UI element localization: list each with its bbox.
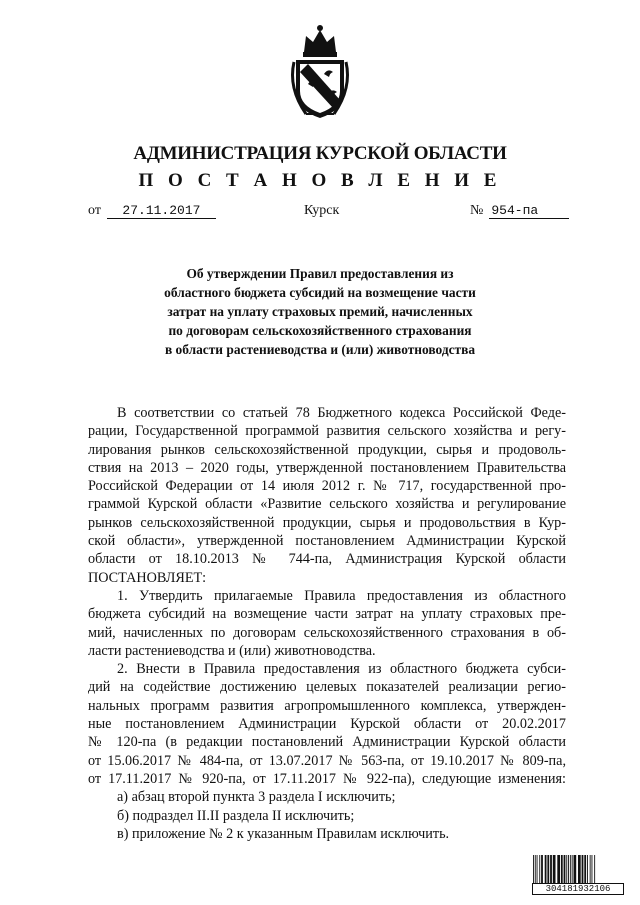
barcode-bar	[566, 855, 567, 885]
barcode-bar	[590, 855, 591, 885]
number-label: №	[470, 203, 484, 218]
barcode-bar	[545, 855, 547, 885]
subject-line: областного бюджета субсидий на возмещение части	[164, 285, 476, 300]
barcode-bar	[564, 855, 566, 885]
body-line: от 15.06.2017 № 484-па, от 13.07.2017 № 563-па, от 19.10.2017 № 809-па,	[88, 752, 566, 769]
barcode-bar	[584, 855, 586, 885]
subject-line: Об утверждении Правил предоставления из	[186, 266, 454, 281]
body-line: Российской Федерации от 14 июля 2012 г. № 717, государственной про-	[88, 478, 566, 495]
barcode-bar	[568, 855, 569, 885]
barcode-bar	[574, 855, 577, 885]
barcode-bar	[557, 855, 560, 885]
body-line: мий, начисленных по договорам сельскохозяйственного страхования в об-	[88, 624, 566, 641]
barcode-bar	[578, 855, 581, 885]
body-line: В соответствии со статьей 78 Бюджетного кодекса Российской Феде-	[117, 405, 566, 421]
body-line: от 17.11.2017 № 920-па, от 17.11.2017 № 922-па), следующие изменения:	[88, 770, 566, 787]
barcode-bar	[541, 855, 543, 885]
body-line: нальных программ развития агропромышленного комплекса, утвержден-	[88, 697, 566, 714]
barcode-bar	[550, 855, 552, 885]
body-line: б) подраздел II.II раздела II исключить;	[117, 807, 355, 824]
body-line: ствия на 2013 – 2020 годы, утвержденной постановлением Правительства	[88, 459, 566, 476]
body-line: в) приложение № 2 к указанным Правилам исключить.	[117, 825, 450, 842]
barcode-bar	[537, 855, 538, 885]
barcode-bar	[587, 855, 588, 885]
body-line: ской области», утвержденной постановлением Администрации Курской	[88, 533, 566, 550]
barcode-bar	[547, 855, 549, 885]
subject-line: в области растениеводства и (или) животноводства	[164, 342, 476, 357]
document-date: 27.11.2017	[107, 203, 216, 219]
barcode-bar	[539, 855, 540, 885]
body-line: 2. Внести в Правила предоставления из областного бюджета субси-	[117, 661, 566, 678]
body-line: бюджета субсидий на возмещение части затрат на уплату страховых пре-	[88, 606, 566, 623]
body-line: № 120-па (в редакции постановлений Администрации Курской области	[88, 734, 566, 751]
body-line: граммой Курской области «Развитие сельского хозяйства и регулирование	[88, 496, 566, 513]
barcode-bar	[594, 855, 595, 885]
body-line: рации, Государственной программой развития сельского хозяйства и регу-	[88, 423, 566, 440]
body-line: рынков сельскохозяйственной продукции, сырья и продовольствия в Кур-	[88, 514, 566, 531]
barcode-bar	[561, 855, 563, 885]
number-line	[470, 203, 569, 219]
barcode-bar	[553, 855, 556, 885]
from-label: от	[88, 203, 101, 218]
barcode-bar	[592, 855, 593, 885]
document-subject	[120, 264, 520, 359]
barcode-bar	[572, 855, 573, 885]
barcode-bar	[570, 855, 571, 885]
body-line: ные постановлением Администрации Курской области от 20.02.2017	[88, 716, 566, 733]
document-body	[88, 404, 566, 843]
barcode-bar	[535, 855, 536, 885]
date-line	[88, 203, 216, 219]
kursk-coat-of-arms-icon	[286, 22, 354, 120]
barcode-bar	[582, 855, 584, 885]
barcode-digits: 304181932106	[532, 883, 624, 895]
body-line: области от 18.10.2013 № 744-па, Администрация Курской области	[88, 551, 566, 568]
subject-line: затрат на уплату страховых премий, начисленных	[167, 304, 473, 319]
organization-title: АДМИНИСТРАЦИЯ КУРСКОЙ ОБЛАСТИ	[133, 143, 507, 164]
barcode-bar	[533, 855, 534, 885]
body-line: ПОСТАНОВЛЯЕТ:	[88, 569, 207, 586]
document-type-title: П О С Т А Н О В Л Е Н И Е	[138, 170, 502, 191]
body-line: а) абзац второй пункта 3 раздела I исключить;	[117, 789, 396, 806]
city: Курск	[304, 203, 340, 218]
body-line: 1. Утвердить прилагаемые Правила предоставления из областного	[117, 587, 566, 604]
body-line: дий на содействие достижению целевых показателей реализации регио-	[88, 679, 566, 696]
body-line: лирования рынков сельскохозяйственной продукции, сырья и продоволь-	[88, 441, 566, 458]
document-number: 954-па	[489, 203, 569, 219]
body-line: ласти растениеводства и (или) животноводства.	[88, 642, 376, 659]
subject-line: по договорам сельскохозяйственного страхования	[168, 323, 472, 338]
